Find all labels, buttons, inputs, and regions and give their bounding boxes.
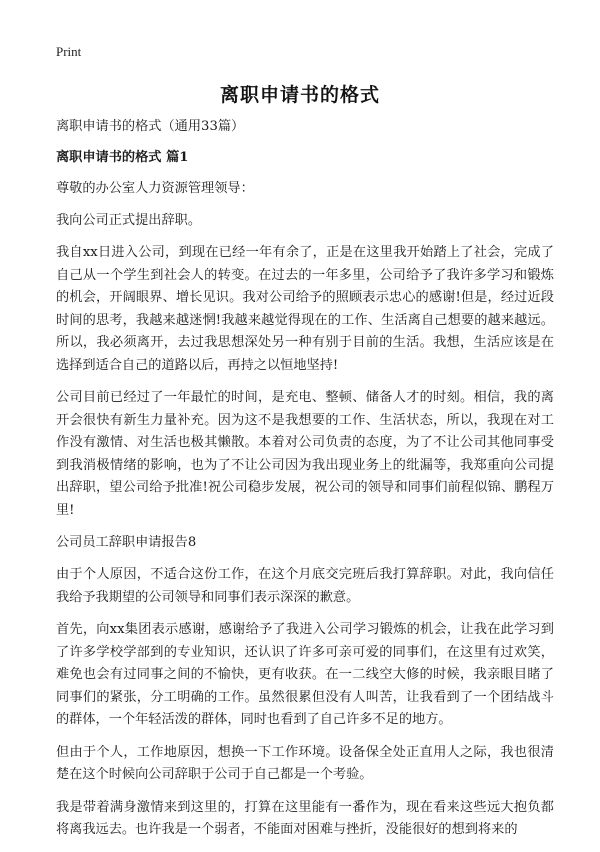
- paragraph: 首先，向xx集团表示感谢，感谢给予了我进入公司学习锻炼的机会，让我在此学习到了许多学校学部到的专业知识，还认识了许多可亲可爱的同事们，在这里有过欢笑，难免也会有过同事之间的不愉快，更有收获。在一二线空大修的时候，我亲眼目睹了同事们的紧张，分工明确的工作。虽然很累但没有人叫苦，让我看到了一个团结战斗的群体，一个年轻活泼的群体，同时也看到了自己许多不足的地方。: [56, 622, 554, 727]
- print-link[interactable]: Print: [56, 44, 82, 59]
- document-body: [56, 116, 554, 852]
- page-title: 离职申请书的格式: [219, 84, 380, 106]
- paragraph: 但由于个人，工作地原因，想换一下工作环境。设备保全处正直用人之际，我也很清楚在这个时候向公司辞职于公司于自己都是一个考验。: [56, 744, 554, 782]
- paragraph: 公司目前已经过了一年最忙的时间，是充电、整顿、储备人才的时刻。相信，我的离开会很快有新生力量补充。因为这不是我想要的工作、生活状态，所以，我现在对工作没有激情、对生活也极其懒散。本着对公司负责的态度，为了不让公司其他同事受到我消极情绪的影响，也为了不让公司因为我出现业务上的纰漏等，我郑重向公司提出辞职，望公司给予批准!祝公司稳步发展，祝公司的领导和同事们前程似锦、鹏程万里!: [56, 390, 554, 518]
- section-heading-2: 公司员工辞职申请报告8: [56, 535, 197, 550]
- paragraph: 我自xx日进入公司，到现在已经一年有余了，正是在这里我开始踏上了社会，完成了自己从一个学生到社会人的转变。在过去的一年多里，公司给予了我许多学习和锻炼的机会，开阔眼界、增长见识。我对公司给予的照顾表示忠心的感谢!但是，经过近段时间的思考，我越来越迷惘!我越来越觉得现在的工作、生活离自己想要的越来越远。所以，我必须离开，去过我思想深处另一种有别于目前的生活。我想，生活应该是在选择到适合自己的道路以后，再持之以恒地坚持!: [56, 245, 554, 373]
- section-heading-1: 离职申请书的格式 篇1: [56, 150, 189, 165]
- paragraph: 我是带着满身激情来到这里的，打算在这里能有一番作为，现在看来这些远大抱负都将离我远去。也许我是一个弱者，不能面对困难与挫折，没能很好的想到将来的: [56, 799, 554, 837]
- opening-line: 我向公司正式提出辞职。: [56, 213, 202, 228]
- document-subtitle: 离职申请书的格式（通用33篇）: [56, 119, 245, 134]
- paragraph: 由于个人原因，不适合这份工作，在这个月底交完班后我打算辞职。对此，我向信任我给予我期望的公司领导和同事们表示深深的歉意。: [56, 567, 554, 605]
- salutation: 尊敬的办公室人力资源管理领导：: [56, 181, 254, 196]
